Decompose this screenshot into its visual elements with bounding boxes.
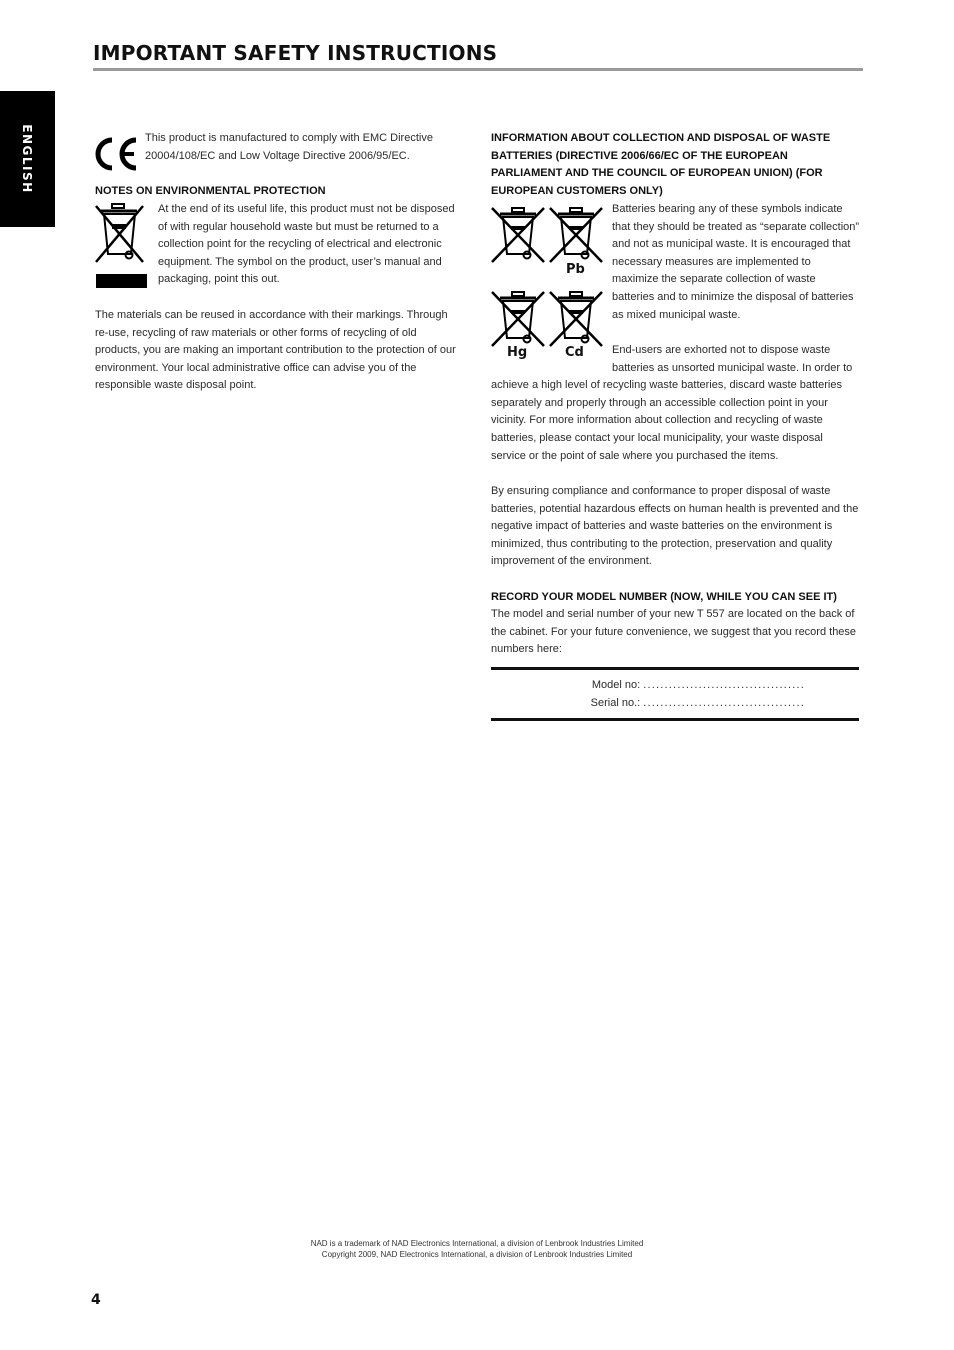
record-box-top-rule xyxy=(491,667,859,670)
end-users-block xyxy=(491,342,860,465)
record-box xyxy=(491,677,859,712)
record-model-text: The model and serial number of your new T 557 are located on the back of the cabinet. For your future convenience, we suggest that you record these numbers here: xyxy=(491,608,857,656)
env-protection-text: At the end of its useful life, this product must not be disposed of with regular household waste but must be returned to a collection point for the recycling of electrical and electronic equipment. The symbol on the product, user’s manual and packaging, point this out. xyxy=(158,203,455,286)
symbol-label-pb: Pb xyxy=(566,262,585,277)
materials-reuse-text: The materials can be reused in accordance with their markings. Through re-use, recycling of raw materials or other forms of recycling of old products, you are making an important contribution to the protection of our environment. Your local administrative office can advise you of the responsible waste disposal point. xyxy=(95,309,456,392)
crossed-bin-icon xyxy=(490,206,546,264)
symbol-label-cd: Cd xyxy=(565,345,584,360)
ce-mark-icon xyxy=(92,135,138,173)
language-tab xyxy=(0,91,55,227)
record-model-heading: RECORD YOUR MODEL NUMBER (NOW, WHILE YOU CAN SEE IT) xyxy=(491,591,837,603)
serial-number-label: Serial no.: xyxy=(590,696,641,709)
title-rule xyxy=(93,68,863,71)
model-number-dots: ...................................... xyxy=(643,679,805,691)
weee-bin-icon xyxy=(93,202,147,290)
record-box-bottom-rule xyxy=(491,718,859,721)
end-users-text: End-users are exhorted not to dispose waste batteries as unsorted municipal waste. In order to achieve a high level of recycling waste batteries, discard waste batteries separately and properly through an accessible collection point in your vicinity. For more information about collection and recycling of waste batteries, please contact your local municipality, your waste disposal service or the point of sale where you purchased the items. xyxy=(491,344,853,462)
language-tab-label: ENGLISH xyxy=(20,124,34,194)
footer-trademark: NAD is a trademark of NAD Electronics International, a division of Lenbrook Industries Limited xyxy=(310,1239,644,1248)
serial-number-dots: ...................................... xyxy=(643,696,805,709)
battery-symbols-text: Batteries bearing any of these symbols indicate that they should be treated as “separate collection” and not as municipal waste. It is encouraged that necessary measures are implemented to maximize the separate collection of waste batteries and to minimize the disposal of batteries as mixed municipal waste. xyxy=(612,203,860,321)
page-title: IMPORTANT SAFETY INSTRUCTIONS xyxy=(93,41,498,65)
symbol-label-hg: Hg xyxy=(507,345,528,360)
model-number-label: Model no: xyxy=(591,679,641,691)
footer-copyright: Copyright 2009, NAD Electronics International, a division of Lenbrook Industries Limited xyxy=(321,1249,633,1259)
compliance-text: By ensuring compliance and conformance to proper disposal of waste batteries, potential hazardous effects on human health is prevented and the negative impact of batteries and waste batteries on the environment is minimized, thus contributing to the protection, preservation and quality improvement of the environment. xyxy=(491,485,859,568)
crossed-bin-pb-icon xyxy=(548,206,604,264)
model-number-line[interactable] xyxy=(491,677,859,695)
crossed-bin-hg-icon xyxy=(490,290,546,348)
serial-number-line[interactable] xyxy=(491,695,859,713)
footer xyxy=(200,1239,754,1260)
ce-compliance-text: This product is manufactured to comply with EMC Directive 20004/108/EC and Low Voltage Directive 2006/95/EC. xyxy=(145,132,433,162)
battery-disposal-heading: INFORMATION ABOUT COLLECTION AND DISPOSAL OF WASTE BATTERIES (DIRECTIVE 2006/66/EC OF THE EUROPEAN PARLIAMENT AND THE COUNCIL OF EUROPEAN UNION) (FOR EUROPEAN CUSTOMERS ONLY) xyxy=(491,132,831,197)
crossed-bin-cd-icon xyxy=(548,290,604,348)
page-number: 4 xyxy=(91,1292,101,1308)
env-protection-heading: NOTES ON ENVIRONMENTAL PROTECTION xyxy=(95,185,326,197)
